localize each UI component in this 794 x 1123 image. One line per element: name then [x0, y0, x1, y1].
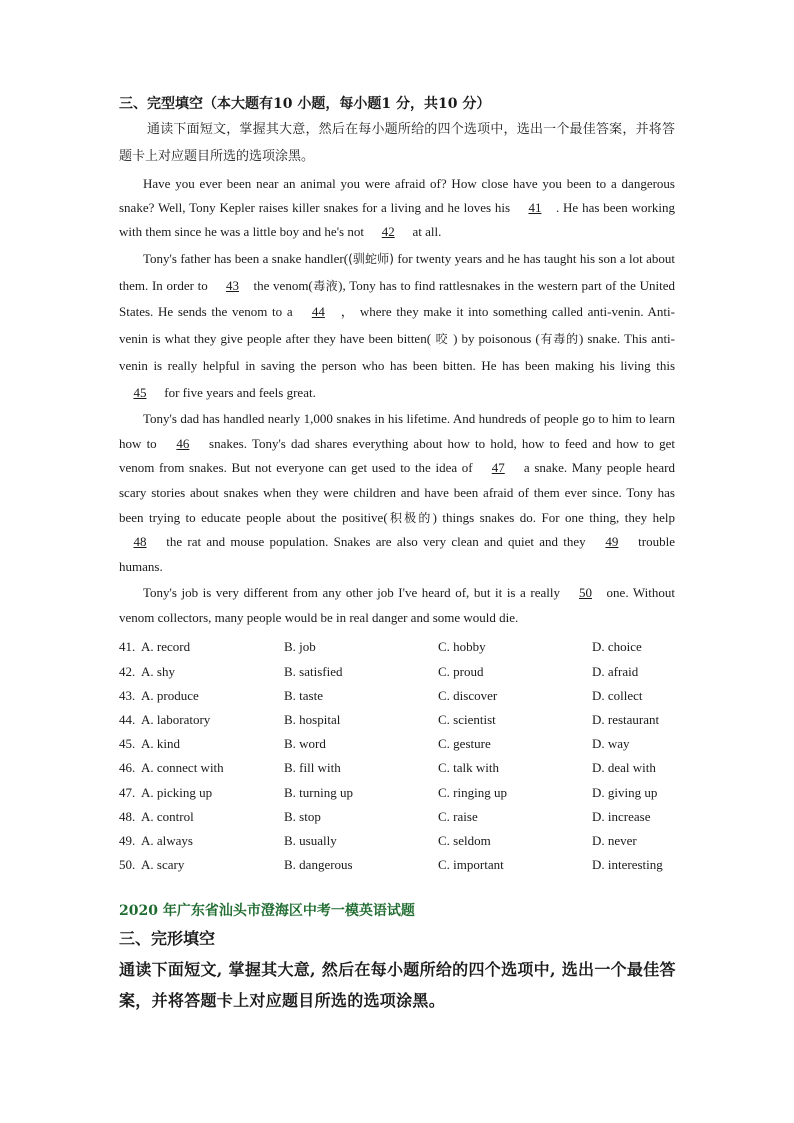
blank-49: 49: [605, 534, 619, 550]
option-d: D. way: [592, 736, 630, 752]
option-d: D. never: [592, 832, 637, 848]
option-c: C. raise: [438, 808, 478, 824]
option-a: A. control: [141, 808, 194, 824]
passage-paragraph-3: Tony's dad has handled nearly 1,000 snakes in his lifetime. And hundreds of people go to him to learn how to 46 snakes. Tony's dad shares everything about how to hold, how to feed and how to get venom from snakes. But not everyone can get used to the idea of 47 a snake. Many people heard scary stories about snakes when they were children and have been afraid of them ever since. Tony has been trying to educate people about the positive(积极的) things snakes do. For one thing, they help 48 the rat and mouse population. Snakes are also very clean and quiet and they 49 trouble humans.: [119, 411, 676, 574]
question-number: 47.: [119, 784, 136, 800]
question-number: 44.: [119, 711, 136, 727]
option-c: C. gesture: [438, 736, 491, 752]
blank-48: 48: [133, 534, 147, 550]
option-row: [119, 635, 675, 659]
option-d: D. collect: [592, 687, 643, 703]
option-row: [119, 781, 675, 805]
option-a: A. always: [141, 832, 193, 848]
option-c: C. discover: [438, 687, 498, 703]
option-b: B. usually: [284, 832, 337, 848]
option-c: C. scientist: [438, 711, 496, 727]
option-row: [119, 684, 675, 708]
option-b: B. hospital: [284, 711, 341, 727]
section-instruction: 通读下面短文, 掌握其大意, 然后在每小题所给的四个选项中, 选出一个最佳答案，并将答题卡上对应题目所选的选项涂黑。: [119, 960, 676, 1010]
option-b: B. turning up: [284, 784, 353, 800]
option-a: A. connect with: [141, 760, 224, 776]
option-a: A. record: [141, 639, 191, 655]
option-c: C. important: [438, 857, 504, 873]
option-row: [119, 756, 675, 780]
option-c: C. seldom: [438, 832, 491, 848]
option-c: C. talk with: [438, 760, 500, 776]
option-b: B. job: [284, 639, 316, 655]
option-b: B. stop: [284, 808, 321, 824]
option-b: B. word: [284, 736, 326, 752]
option-row: [119, 660, 675, 684]
option-row: [119, 829, 675, 853]
exam-title: 2020 年广东省汕头市澄海区中考一模英语试题: [119, 903, 415, 919]
option-d: D. choice: [592, 639, 642, 655]
option-d: D. giving up: [592, 784, 658, 800]
blank-50: 50: [579, 585, 593, 601]
option-row: [119, 805, 675, 829]
option-b: B. dangerous: [284, 857, 353, 873]
option-d: D. interesting: [592, 857, 663, 873]
option-d: D. deal with: [592, 760, 656, 776]
option-d: D. afraid: [592, 663, 639, 679]
option-d: D. increase: [592, 808, 651, 824]
option-a: A. produce: [141, 687, 199, 703]
blank-45: 45: [133, 384, 147, 400]
option-row: [119, 853, 675, 877]
option-c: C. ringing up: [438, 784, 507, 800]
section-heading: 三、完型填空（本大题有10 小题，每小题1 分，共10 分）: [119, 96, 491, 112]
option-a: A. kind: [141, 736, 180, 752]
blank-44: 44: [311, 304, 325, 320]
section-title: 三、完形填空: [119, 929, 216, 948]
option-b: B. taste: [284, 687, 323, 703]
question-number: 49.: [119, 832, 136, 848]
blank-42: 42: [381, 224, 395, 239]
passage-paragraph-2: Tony's father has been a snake handler((驯蛇师) for twenty years and he has taught his son a lot about them. In order to 43 the venom(毒液), Tony has to find rattlesnakes in the western part of the United States. He sends the venom to a 44 ， where they make it into something called anti-venin. Anti-venin is what they give people after they have been bitten( 咬 ) by poisonous (有毒的) snake. This anti-venin is really helpful in saving the person who has been bitten. He has been making his living this 45 for five years and feels great.: [119, 246, 675, 406]
option-b: B. fill with: [284, 760, 341, 776]
section-instruction: 通读下面短文，掌握其大意，然后在每小题所给的四个选项中，选出一个最佳答案，并将答题卡上对应题目所选的选项涂黑。: [119, 122, 675, 164]
answer-options: [119, 635, 675, 877]
option-c: C. hobby: [438, 639, 486, 655]
option-c: C. proud: [438, 663, 484, 679]
blank-41: 41: [528, 200, 542, 215]
option-d: D. restaurant: [592, 711, 660, 727]
passage-paragraph-4: Tony's job is very different from any other job I've heard of, but it is a really 50 one. Without venom collectors, many people would be in real danger and some would die.: [119, 581, 675, 630]
cloze-section-2: [119, 898, 679, 1016]
option-a: A. laboratory: [141, 711, 211, 727]
blank-43: 43: [225, 277, 239, 293]
question-number: 42.: [119, 663, 136, 679]
option-row: [119, 732, 675, 756]
blank-46: 46: [176, 435, 190, 451]
option-b: B. satisfied: [284, 663, 343, 679]
question-number: 43.: [119, 687, 136, 703]
option-a: A. scary: [141, 857, 185, 873]
question-number: 48.: [119, 808, 136, 824]
passage-paragraph-1: Have you ever been near an animal you were afraid of? How close have you been to a dangerous snake? Well, Tony Kepler raises killer snakes for a living and he loves his 41 . He has been working with them since he was a little boy and he's not 42 at all.: [119, 172, 675, 244]
option-a: A. picking up: [141, 784, 213, 800]
blank-47: 47: [491, 460, 505, 476]
question-number: 50.: [119, 857, 136, 873]
question-number: 45.: [119, 736, 136, 752]
question-number: 41.: [119, 639, 136, 655]
cloze-section-1: [119, 92, 675, 877]
option-a: A. shy: [141, 663, 175, 679]
question-number: 46.: [119, 760, 136, 776]
option-row: [119, 708, 675, 732]
